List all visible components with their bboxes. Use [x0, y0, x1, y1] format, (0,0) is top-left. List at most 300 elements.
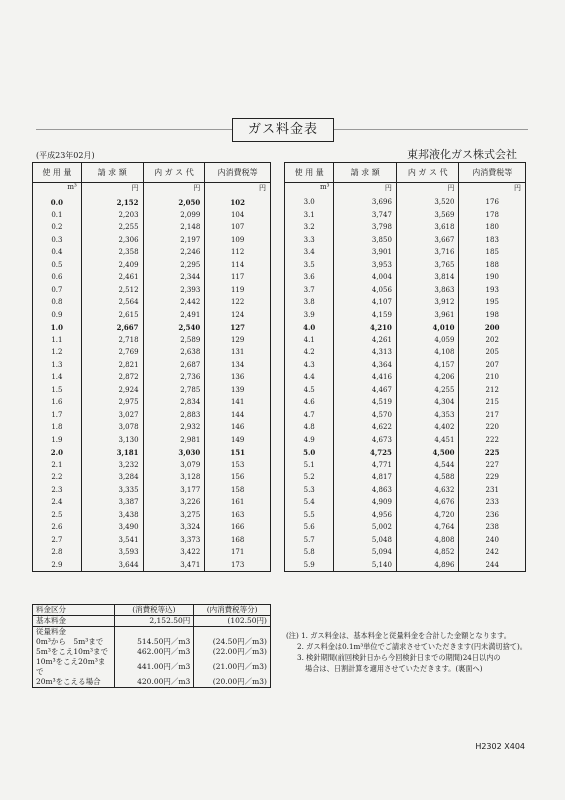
tax-cell: 166: [205, 521, 271, 534]
table-row: [33, 484, 271, 497]
billed-cell: 3,232: [81, 459, 143, 472]
fee-usage-label: 従量料金: [33, 627, 115, 638]
gas-cost-cell: 2,393: [143, 284, 205, 297]
tax-cell: 144: [205, 409, 271, 422]
billed-cell: 3,284: [81, 471, 143, 484]
tax-cell: 139: [205, 384, 271, 397]
table-row: [285, 521, 526, 534]
gas-cost-cell: 2,589: [143, 334, 205, 347]
gas-cost-cell: 4,632: [396, 484, 459, 497]
header-billed: 請 求 額: [81, 163, 143, 183]
billed-cell: 2,769: [81, 346, 143, 359]
billed-cell: 4,467: [334, 384, 397, 397]
tax-cell: 231: [459, 484, 526, 497]
table-row: [285, 496, 526, 509]
note-line: 3. 検針期間(前回検針日から今回検針日までの期間)24日以内の: [297, 653, 501, 662]
billed-cell: 2,615: [81, 309, 143, 322]
usage-cell: 0.0: [33, 196, 82, 209]
billed-cell: 4,570: [334, 409, 397, 422]
usage-cell: 5.4: [285, 496, 334, 509]
table-row: [33, 384, 271, 397]
usage-cell: 1.4: [33, 371, 82, 384]
fee-tier-range: 20m³をこえる場合: [33, 677, 115, 688]
note-line: 2. ガス料金は0.1m³単位でご請求させていただきます(円未満切捨て)。: [297, 642, 527, 651]
usage-cell: 2.4: [33, 496, 82, 509]
usage-cell: 3.0: [285, 196, 334, 209]
usage-cell: 3.9: [285, 309, 334, 322]
usage-cell: 1.1: [33, 334, 82, 347]
table-row: [285, 484, 526, 497]
gas-cost-cell: 2,344: [143, 271, 205, 284]
billed-cell: 4,107: [334, 296, 397, 309]
tax-cell: 190: [459, 271, 526, 284]
gas-cost-cell: 2,295: [143, 259, 205, 272]
billed-cell: 2,152: [81, 196, 143, 209]
table-row: [33, 521, 271, 534]
usage-cell: 2.7: [33, 534, 82, 547]
fee-table: [32, 604, 271, 688]
usage-cell: 5.0: [285, 446, 334, 459]
tax-cell: 180: [459, 221, 526, 234]
usage-cell: 4.8: [285, 421, 334, 434]
usage-cell: 5.3: [285, 484, 334, 497]
gas-cost-cell: 3,961: [396, 309, 459, 322]
rate-table-right: [284, 162, 526, 572]
tax-cell: 229: [459, 471, 526, 484]
usage-cell: 2.1: [33, 459, 82, 472]
billed-cell: 3,490: [81, 521, 143, 534]
date-label: (平成23年02月): [36, 151, 95, 160]
fee-tier-amount: 514.50円／m3: [114, 637, 194, 647]
billed-cell: 2,358: [81, 246, 143, 259]
billed-cell: 2,667: [81, 321, 143, 334]
table-row: [33, 346, 271, 359]
billed-cell: 3,593: [81, 546, 143, 559]
billed-cell: 4,622: [334, 421, 397, 434]
billed-cell: 2,872: [81, 371, 143, 384]
table-row: [33, 196, 271, 209]
tax-cell: 240: [459, 534, 526, 547]
usage-cell: 0.1: [33, 209, 82, 222]
tax-cell: 227: [459, 459, 526, 472]
table-row: [285, 321, 526, 334]
gas-cost-cell: 4,353: [396, 409, 459, 422]
unit-yen: 円: [396, 183, 459, 197]
billed-cell: 5,094: [334, 546, 397, 559]
billed-cell: 2,255: [81, 221, 143, 234]
tax-cell: 236: [459, 509, 526, 522]
usage-cell: 1.2: [33, 346, 82, 359]
unit-yen: 円: [459, 183, 526, 197]
gas-cost-cell: 2,050: [143, 196, 205, 209]
usage-cell: 3.8: [285, 296, 334, 309]
header-tax: 内消費税等: [205, 163, 271, 183]
tax-cell: 122: [205, 296, 271, 309]
gas-cost-cell: 3,765: [396, 259, 459, 272]
table-row: [285, 359, 526, 372]
billed-cell: 2,975: [81, 396, 143, 409]
gas-cost-cell: 4,544: [396, 459, 459, 472]
usage-cell: 2.8: [33, 546, 82, 559]
gas-cost-cell: 3,177: [143, 484, 205, 497]
note-line: (注) 1. ガス料金は、基本料金と従量料金を合計した金額となります。: [286, 631, 511, 640]
gas-cost-cell: 4,206: [396, 371, 459, 384]
table-row: [33, 534, 271, 547]
tax-cell: 205: [459, 346, 526, 359]
tax-cell: 149: [205, 434, 271, 447]
billed-cell: 4,056: [334, 284, 397, 297]
page-title: ガス料金表: [232, 118, 334, 142]
gas-cost-cell: 4,059: [396, 334, 459, 347]
table-row: [33, 471, 271, 484]
table-row: [285, 234, 526, 247]
usage-cell: 4.7: [285, 409, 334, 422]
gas-cost-cell: 4,010: [396, 321, 459, 334]
header-usage: 使 用 量: [33, 163, 82, 183]
tax-cell: 153: [205, 459, 271, 472]
tax-cell: 202: [459, 334, 526, 347]
tax-cell: 134: [205, 359, 271, 372]
tax-cell: 210: [459, 371, 526, 384]
fee-header-incl-tax: (消費税等込): [114, 605, 194, 616]
table-row: [285, 471, 526, 484]
usage-cell: 1.6: [33, 396, 82, 409]
gas-cost-cell: 3,324: [143, 521, 205, 534]
header-billed: 請 求 額: [334, 163, 397, 183]
usage-cell: 0.5: [33, 259, 82, 272]
billed-cell: 4,863: [334, 484, 397, 497]
billed-cell: 5,002: [334, 521, 397, 534]
fee-basic-tax: (102.50円): [194, 616, 271, 627]
billed-cell: 3,541: [81, 534, 143, 547]
gas-cost-cell: 3,863: [396, 284, 459, 297]
billed-cell: 2,924: [81, 384, 143, 397]
fee-basic-amount: 2,152.50円: [114, 616, 194, 627]
table-row: [33, 209, 271, 222]
tax-cell: 163: [205, 509, 271, 522]
usage-cell: 5.6: [285, 521, 334, 534]
table-row: [285, 346, 526, 359]
usage-cell: 0.4: [33, 246, 82, 259]
table-row: [285, 396, 526, 409]
tax-cell: 173: [205, 559, 271, 572]
usage-cell: 2.0: [33, 446, 82, 459]
gas-cost-cell: 4,720: [396, 509, 459, 522]
gas-cost-cell: 3,471: [143, 559, 205, 572]
unit-yen: 円: [205, 183, 271, 197]
billed-cell: 4,673: [334, 434, 397, 447]
billed-cell: 4,909: [334, 496, 397, 509]
gas-cost-cell: 4,588: [396, 471, 459, 484]
table-row: [33, 434, 271, 447]
unit-m3: m³: [285, 183, 334, 197]
gas-cost-cell: 4,808: [396, 534, 459, 547]
usage-cell: 1.5: [33, 384, 82, 397]
gas-cost-cell: 3,520: [396, 196, 459, 209]
gas-cost-cell: 3,618: [396, 221, 459, 234]
usage-cell: 0.7: [33, 284, 82, 297]
table-row: [285, 246, 526, 259]
gas-cost-cell: 2,197: [143, 234, 205, 247]
gas-cost-cell: 3,667: [396, 234, 459, 247]
tax-cell: 119: [205, 284, 271, 297]
billed-cell: 2,821: [81, 359, 143, 372]
gas-cost-cell: 3,569: [396, 209, 459, 222]
usage-cell: 3.5: [285, 259, 334, 272]
fee-tier-tax: (24.50円／m3): [194, 637, 271, 647]
gas-cost-cell: 2,932: [143, 421, 205, 434]
table-row: [33, 496, 271, 509]
gas-cost-cell: 4,500: [396, 446, 459, 459]
table-row: [285, 334, 526, 347]
billed-cell: 3,181: [81, 446, 143, 459]
table-row: [33, 359, 271, 372]
header-usage: 使 用 量: [285, 163, 334, 183]
billed-cell: 4,416: [334, 371, 397, 384]
billed-cell: 2,306: [81, 234, 143, 247]
tax-cell: 183: [459, 234, 526, 247]
usage-cell: 2.2: [33, 471, 82, 484]
usage-cell: 4.3: [285, 359, 334, 372]
tax-cell: 233: [459, 496, 526, 509]
table-row: [33, 259, 271, 272]
usage-cell: 0.2: [33, 221, 82, 234]
billed-cell: 3,027: [81, 409, 143, 422]
usage-cell: 5.8: [285, 546, 334, 559]
tax-cell: 195: [459, 296, 526, 309]
header-gas-cost: 内 ガ ス 代: [143, 163, 205, 183]
table-row: [33, 271, 271, 284]
table-row: [33, 546, 271, 559]
table-row: [33, 309, 271, 322]
table-row: [285, 259, 526, 272]
billed-cell: 4,817: [334, 471, 397, 484]
billed-cell: 2,718: [81, 334, 143, 347]
tax-cell: 129: [205, 334, 271, 347]
gas-cost-cell: 4,676: [396, 496, 459, 509]
tax-cell: 238: [459, 521, 526, 534]
billed-cell: 3,130: [81, 434, 143, 447]
fee-tier-tax: (21.00円／m3): [194, 657, 271, 677]
note-line: 場合は、日割計算を適用させていただきます。(裏面へ): [305, 664, 483, 673]
gas-cost-cell: 4,157: [396, 359, 459, 372]
usage-cell: 3.1: [285, 209, 334, 222]
tax-cell: 117: [205, 271, 271, 284]
fee-tier-tax: (22.00円／m3): [194, 647, 271, 657]
rate-table-left: [32, 162, 271, 572]
unit-yen: 円: [81, 183, 143, 197]
gas-cost-cell: 2,148: [143, 221, 205, 234]
tax-cell: 168: [205, 534, 271, 547]
tax-cell: 215: [459, 396, 526, 409]
table-row: [33, 234, 271, 247]
table-row: [33, 371, 271, 384]
billed-cell: 2,564: [81, 296, 143, 309]
table-row: [33, 446, 271, 459]
billed-cell: 3,387: [81, 496, 143, 509]
usage-cell: 0.8: [33, 296, 82, 309]
billed-cell: 4,004: [334, 271, 397, 284]
tax-cell: 242: [459, 546, 526, 559]
fee-basic-label: 基本料金: [33, 616, 115, 627]
tax-cell: 161: [205, 496, 271, 509]
billed-cell: 4,771: [334, 459, 397, 472]
usage-cell: 2.6: [33, 521, 82, 534]
tax-cell: 127: [205, 321, 271, 334]
usage-cell: 4.4: [285, 371, 334, 384]
gas-cost-cell: 3,226: [143, 496, 205, 509]
gas-cost-cell: 4,764: [396, 521, 459, 534]
tax-cell: 198: [459, 309, 526, 322]
fee-tier-amount: 420.00円／m3: [114, 677, 194, 688]
gas-cost-cell: 4,402: [396, 421, 459, 434]
tax-cell: 244: [459, 559, 526, 572]
usage-cell: 5.5: [285, 509, 334, 522]
table-row: [285, 196, 526, 209]
tax-cell: 220: [459, 421, 526, 434]
billed-cell: 3,901: [334, 246, 397, 259]
billed-cell: 3,644: [81, 559, 143, 572]
usage-cell: 1.0: [33, 321, 82, 334]
table-row: [33, 334, 271, 347]
usage-cell: 4.5: [285, 384, 334, 397]
billed-cell: 2,409: [81, 259, 143, 272]
gas-cost-cell: 2,834: [143, 396, 205, 409]
table-row: [33, 421, 271, 434]
table-row: [285, 534, 526, 547]
billed-cell: 4,313: [334, 346, 397, 359]
tax-cell: 114: [205, 259, 271, 272]
fee-tier-range: 10m³をこえ20m³まで: [33, 657, 115, 677]
gas-cost-cell: 3,079: [143, 459, 205, 472]
table-row: [285, 459, 526, 472]
gas-cost-cell: 2,687: [143, 359, 205, 372]
billed-cell: 3,078: [81, 421, 143, 434]
fee-tier-tax: (20.00円／m3): [194, 677, 271, 688]
gas-cost-cell: 2,246: [143, 246, 205, 259]
company-name: 東邦液化ガス株式会社: [407, 148, 517, 161]
tax-cell: 207: [459, 359, 526, 372]
usage-cell: 3.6: [285, 271, 334, 284]
tax-cell: 136: [205, 371, 271, 384]
tax-cell: 124: [205, 309, 271, 322]
billed-cell: 4,261: [334, 334, 397, 347]
tax-cell: 112: [205, 246, 271, 259]
usage-cell: 0.3: [33, 234, 82, 247]
tax-cell: 102: [205, 196, 271, 209]
table-row: [285, 446, 526, 459]
tax-cell: 151: [205, 446, 271, 459]
usage-cell: 1.7: [33, 409, 82, 422]
gas-cost-cell: 3,030: [143, 446, 205, 459]
tax-cell: 193: [459, 284, 526, 297]
usage-cell: 3.2: [285, 221, 334, 234]
usage-cell: 4.1: [285, 334, 334, 347]
header-tax: 内消費税等: [459, 163, 526, 183]
billed-cell: 3,747: [334, 209, 397, 222]
table-row: [285, 296, 526, 309]
gas-cost-cell: 3,128: [143, 471, 205, 484]
usage-cell: 5.9: [285, 559, 334, 572]
gas-cost-cell: 2,099: [143, 209, 205, 222]
usage-cell: 5.2: [285, 471, 334, 484]
table-row: [285, 546, 526, 559]
usage-cell: 2.9: [33, 559, 82, 572]
gas-cost-cell: 4,451: [396, 434, 459, 447]
tax-cell: 158: [205, 484, 271, 497]
gas-cost-cell: 2,883: [143, 409, 205, 422]
table-row: [285, 221, 526, 234]
tax-cell: 141: [205, 396, 271, 409]
unit-yen: 円: [143, 183, 205, 197]
tax-cell: 200: [459, 321, 526, 334]
usage-cell: 3.7: [285, 284, 334, 297]
usage-cell: 5.1: [285, 459, 334, 472]
billed-cell: 2,461: [81, 271, 143, 284]
notes: [286, 630, 527, 674]
table-row: [33, 509, 271, 522]
tax-cell: 222: [459, 434, 526, 447]
usage-cell: 4.2: [285, 346, 334, 359]
table-row: [285, 209, 526, 222]
gas-cost-cell: 2,442: [143, 296, 205, 309]
table-row: [285, 509, 526, 522]
tax-cell: 131: [205, 346, 271, 359]
billed-cell: 3,798: [334, 221, 397, 234]
table-row: [33, 296, 271, 309]
tax-cell: 156: [205, 471, 271, 484]
gas-cost-cell: 3,373: [143, 534, 205, 547]
table-row: [33, 459, 271, 472]
tax-cell: 188: [459, 259, 526, 272]
table-row: [33, 284, 271, 297]
billed-cell: 3,438: [81, 509, 143, 522]
unit-m3: m³: [33, 183, 82, 197]
fee-tier-range: 0m³から 5m³まで: [33, 637, 115, 647]
billed-cell: 2,203: [81, 209, 143, 222]
gas-cost-cell: 4,852: [396, 546, 459, 559]
billed-cell: 3,335: [81, 484, 143, 497]
gas-cost-cell: 4,304: [396, 396, 459, 409]
usage-cell: 1.3: [33, 359, 82, 372]
billed-cell: 4,210: [334, 321, 397, 334]
usage-cell: 2.3: [33, 484, 82, 497]
billed-cell: 3,953: [334, 259, 397, 272]
fee-tier-amount: 462.00円／m3: [114, 647, 194, 657]
table-row: [285, 371, 526, 384]
fee-tier-range: 5m³をこえ10m³まで: [33, 647, 115, 657]
tax-cell: 185: [459, 246, 526, 259]
tax-cell: 212: [459, 384, 526, 397]
tax-cell: 107: [205, 221, 271, 234]
gas-cost-cell: 3,422: [143, 546, 205, 559]
gas-cost-cell: 2,981: [143, 434, 205, 447]
table-row: [285, 421, 526, 434]
gas-cost-cell: 2,785: [143, 384, 205, 397]
billed-cell: 4,159: [334, 309, 397, 322]
usage-cell: 5.7: [285, 534, 334, 547]
usage-cell: 4.0: [285, 321, 334, 334]
table-row: [285, 271, 526, 284]
billed-cell: 5,048: [334, 534, 397, 547]
table-row: [285, 284, 526, 297]
table-row: [33, 246, 271, 259]
tax-cell: 176: [459, 196, 526, 209]
usage-cell: 0.9: [33, 309, 82, 322]
tax-cell: 178: [459, 209, 526, 222]
tax-cell: 217: [459, 409, 526, 422]
gas-cost-cell: 3,814: [396, 271, 459, 284]
